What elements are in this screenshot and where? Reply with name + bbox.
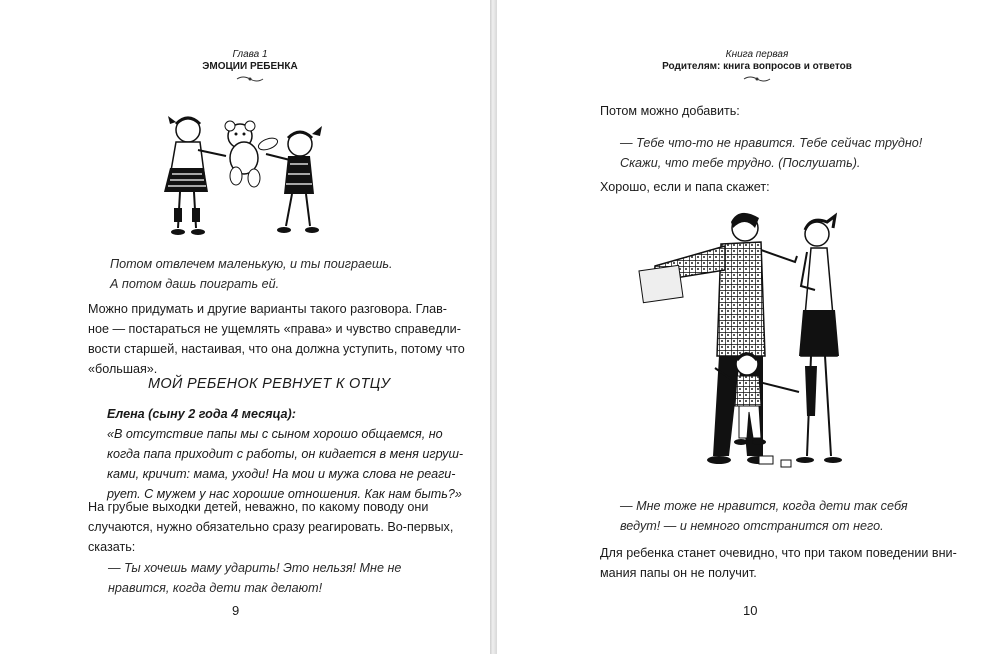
quote-line: Скажи, что тебе трудно. (Послушать). xyxy=(620,156,861,170)
text-line: На грубые выходки детей, неважно, по какому поводу они xyxy=(88,500,429,514)
letter-line: когда папа приходит с работы, он кидается в меня игруш- xyxy=(107,447,464,461)
quote-line: — Тебе что-то не нравится. Тебе сейчас трудно! xyxy=(620,136,923,150)
left-page xyxy=(0,0,490,654)
quote-block xyxy=(620,133,922,173)
quote-line: ведут! — и немного отстранится от него. xyxy=(620,519,884,533)
family-illustration xyxy=(635,206,865,476)
text-line: ное — постараться не ущемлять «права» и чувство справедли- xyxy=(88,322,461,336)
text-line: Можно придумать и другие варианты такого разговора. Глав- xyxy=(88,302,447,316)
chapter-title: ЭМОЦИИ РЕБЕНКА xyxy=(202,61,298,72)
letter-line: рует. С мужем у нас хорошие отношения. Как нам быть?» xyxy=(107,487,462,501)
text-line: «большая». xyxy=(88,362,158,376)
chapter-label: Глава 1 xyxy=(232,49,268,60)
section-heading: МОЙ РЕБЕНОК РЕВНУЕТ К ОТЦУ xyxy=(148,376,391,392)
quote-block xyxy=(110,254,393,294)
text-line: Потом можно добавить: xyxy=(600,104,740,118)
quote-block xyxy=(620,496,908,536)
right-page xyxy=(497,0,1000,654)
quote-line: А потом дашь поиграть ей. xyxy=(110,277,280,291)
page-number: 9 xyxy=(232,603,240,618)
text-line: мания папы он не получит. xyxy=(600,566,757,580)
book-label: Книга первая xyxy=(725,49,789,60)
text-line: Для ребенка станет очевидно, что при таком поведении вни- xyxy=(600,546,957,560)
body-paragraph xyxy=(88,299,465,379)
quote-line: нравится, когда дети так делают! xyxy=(108,581,323,595)
letter-line: ками, кричит: мама, уходи! На мои и мужа слова не реаги- xyxy=(107,467,456,481)
ornament-icon xyxy=(235,75,265,83)
quote-line: — Мне тоже не нравится, когда дети так себя xyxy=(620,499,908,513)
quote-block xyxy=(108,558,401,598)
quote-line: Потом отвлечем маленькую, и ты поиграешь. xyxy=(110,257,393,271)
body-paragraph xyxy=(88,497,453,557)
ornament-icon xyxy=(742,75,772,83)
letter-line: «В отсутствие папы мы с сыном хорошо общаемся, но xyxy=(107,427,443,441)
book-title: Родителям: книга вопросов и ответов xyxy=(662,61,852,72)
text-line: вости старшей, настаивая, что она должна уступить, потому что xyxy=(88,342,465,356)
running-head-left xyxy=(150,49,350,83)
text-line: случаются, нужно обязательно сразу реагировать. Во-первых, xyxy=(88,520,454,534)
text-line: Хорошо, если и папа скажет: xyxy=(600,180,770,194)
girls-with-teddy-illustration xyxy=(140,108,340,243)
book-gutter xyxy=(490,0,497,654)
letter-block xyxy=(107,404,463,504)
body-paragraph xyxy=(600,543,957,583)
running-head-right xyxy=(647,49,867,83)
text-line: сказать: xyxy=(88,540,136,554)
letter-author: Елена (сыну 2 года 4 месяца): xyxy=(107,407,296,421)
quote-line: — Ты хочешь маму ударить! Это нельзя! Мне не xyxy=(108,561,402,575)
page-number: 10 xyxy=(743,603,758,618)
